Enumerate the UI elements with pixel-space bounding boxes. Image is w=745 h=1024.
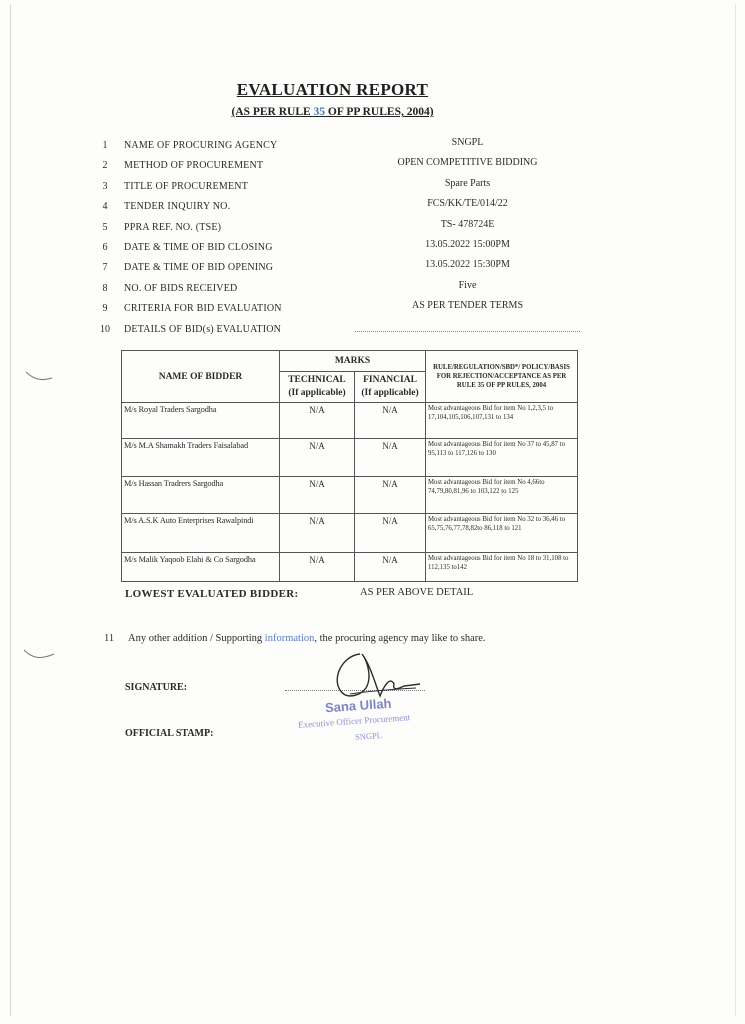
- subtitle-pre: (AS PER RULE: [231, 106, 314, 118]
- technical-mark: N/A: [280, 553, 355, 582]
- subtitle-rule-number: 35: [313, 106, 326, 118]
- table-header-row: [122, 351, 578, 372]
- item-label: TENDER INQUIRY NO.: [124, 201, 231, 213]
- header-marks: MARKS: [280, 351, 426, 372]
- item-label: CRITERIA FOR BID EVALUATION: [124, 303, 282, 315]
- bidder-name: M/s Royal Traders Sargodha: [122, 403, 280, 439]
- financial-mark: N/A: [355, 403, 426, 439]
- item-eleven-post: , the procuring agency may like to share.: [314, 633, 486, 644]
- item-value: Five: [458, 279, 477, 291]
- item-value: 13.05.2022 15:00PM: [425, 238, 510, 250]
- item-number: 8: [102, 282, 108, 294]
- evaluation-basis: Most advantageous Bid for item No 37 to 45,87 to 95,113 to 117,126 to 130: [426, 439, 578, 477]
- item-number: 7: [102, 262, 108, 274]
- item-number: 5: [102, 221, 108, 233]
- item-row: [100, 300, 620, 320]
- bid-evaluation-table: [121, 350, 578, 582]
- punch-hole-mark: [22, 646, 56, 664]
- header-financial-label: FINANCIAL: [363, 375, 417, 385]
- item-label: DATE & TIME OF BID CLOSING: [124, 241, 273, 253]
- punch-hole-mark: [24, 368, 54, 384]
- header-financial: [355, 372, 426, 403]
- item-value: 13.05.2022 15:30PM: [425, 259, 510, 271]
- evaluation-basis: Most advantageous Bid for item No 4,66to 74,79,80,81,96 to 103,122 to 125: [426, 477, 578, 514]
- item-number: 2: [102, 160, 108, 172]
- evaluation-basis: Most advantageous Bid for item No 32 to 36,46 to 65,75,76,77,78,82to 86,118 to 121: [426, 514, 578, 553]
- header-financial-applicable: (If applicable): [361, 388, 419, 398]
- technical-mark: N/A: [280, 403, 355, 439]
- table-row: [122, 403, 578, 439]
- financial-mark: N/A: [355, 439, 426, 477]
- header-rule-basis: RULE/REGULATION/SBD*/ POLICY/BASIS FOR REJECTION/ACCEPTANCE AS PER RULE 35 OF PP RULES, 2004: [426, 351, 578, 403]
- item-value: SNGPL: [451, 137, 484, 148]
- item-value: Spare Parts: [444, 177, 491, 189]
- table-row: [122, 477, 578, 514]
- table-row: [122, 514, 578, 553]
- item-row: [100, 280, 620, 300]
- item-number: 9: [102, 303, 108, 315]
- item-label: METHOD OF PROCUREMENT: [124, 160, 264, 172]
- item-row: [100, 321, 620, 341]
- item-value: FCS/KK/TE/014/22: [427, 198, 508, 210]
- header-technical-applicable: (If applicable): [288, 388, 346, 398]
- report-subtitle: [0, 106, 665, 118]
- technical-mark: N/A: [280, 477, 355, 514]
- item-label: DATE & TIME OF BID OPENING: [124, 262, 274, 274]
- item-number: 11: [104, 633, 115, 644]
- item-eleven-text: [128, 633, 486, 644]
- item-label: TITLE OF PROCUREMENT: [124, 180, 248, 192]
- evaluation-basis: Most advantageous Bid for item No 1,2,3,5 to 17,104,105,106,107,131 to 134: [426, 403, 578, 439]
- item-row: [100, 137, 620, 157]
- item-number: 1: [102, 140, 108, 151]
- official-stamp-label: OFFICIAL STAMP:: [125, 728, 214, 739]
- item-label: PPRA REF. NO. (TSE): [124, 221, 222, 233]
- stamp-officer-title: Executive Officer Procurement: [297, 712, 411, 730]
- table-row: [122, 553, 578, 582]
- item-value: AS PER TENDER TERMS: [411, 300, 524, 312]
- item-value: OPEN COMPETITIVE BIDDING: [397, 157, 538, 169]
- item-row: [100, 219, 620, 239]
- bidder-name: M/s Malik Yaqoob Elahi & Co Sargodha: [122, 553, 280, 582]
- subtitle-post: OF PP RULES, 2004): [325, 106, 434, 118]
- item-label: DETAILS OF BID(s) EVALUATION: [124, 323, 282, 335]
- bidder-name: M/s Hassan Tradrers Sargodha: [122, 477, 280, 514]
- table-row: [122, 439, 578, 477]
- item-row: [100, 157, 620, 177]
- item-number: 10: [100, 323, 110, 335]
- dotted-leader: [355, 325, 580, 332]
- technical-mark: N/A: [280, 439, 355, 477]
- lowest-bidder-value: AS PER ABOVE DETAIL: [360, 587, 474, 598]
- item-label: NAME OF PROCURING AGENCY: [124, 140, 278, 151]
- stamp-officer-name: Sana Ullah: [324, 695, 392, 716]
- item-row: [100, 239, 620, 259]
- financial-mark: N/A: [355, 553, 426, 582]
- bidder-name: M/s A.S.K Auto Enterprises Rawalpindi: [122, 514, 280, 553]
- item-row: [100, 198, 620, 218]
- item-number: 3: [102, 180, 108, 192]
- header-technical: [280, 372, 355, 403]
- item-number: 6: [102, 241, 108, 253]
- item-row: [100, 259, 620, 279]
- evaluation-basis: Most advantageous Bid for item No 18 to 31,108 to 112,135 to142: [426, 553, 578, 582]
- financial-mark: N/A: [355, 477, 426, 514]
- item-eleven-pre: Any other addition / Supporting: [128, 633, 265, 644]
- signature-label: SIGNATURE:: [125, 682, 188, 693]
- bidder-name: M/s M.A Shamakh Traders Faisalabad: [122, 439, 280, 477]
- financial-mark: N/A: [355, 514, 426, 553]
- header-bidder-name: NAME OF BIDDER: [122, 351, 280, 403]
- header-technical-label: TECHNICAL: [288, 375, 346, 385]
- item-row: [100, 178, 620, 198]
- technical-mark: N/A: [280, 514, 355, 553]
- item-eleven-highlight: information: [264, 633, 315, 644]
- stamp-organization: SNGPL: [354, 730, 383, 742]
- item-label: NO. OF BIDS RECEIVED: [124, 282, 238, 294]
- item-number: 4: [102, 201, 108, 213]
- report-title: EVALUATION REPORT: [236, 80, 429, 99]
- lowest-bidder-label: LOWEST EVALUATED BIDDER:: [125, 588, 299, 600]
- item-value: TS- 478724E: [440, 218, 495, 230]
- report-items: [100, 137, 620, 341]
